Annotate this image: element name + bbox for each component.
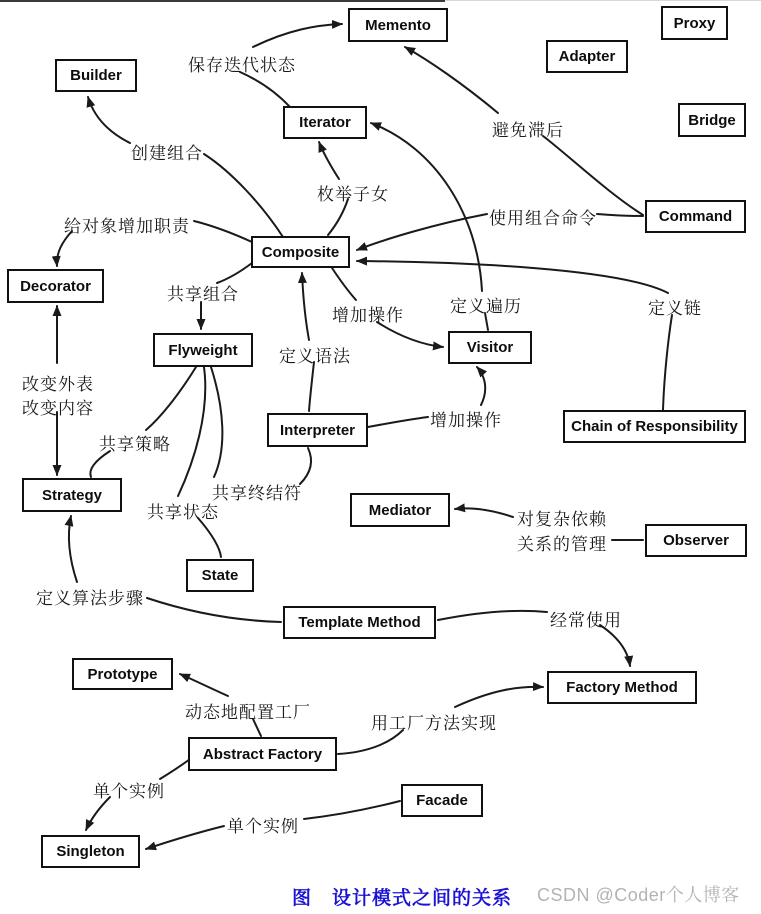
- arrow-enum-label-to-iterator: [319, 142, 339, 179]
- node-abstract-factory: Abstract Factory: [188, 737, 337, 771]
- node-command: Command: [645, 200, 746, 233]
- line-chain-to-definechain-label: [663, 315, 672, 410]
- node-factory-method: Factory Method: [547, 671, 697, 704]
- arrow-single-b-label-to-singleton: [146, 826, 224, 849]
- arrow-traversal-label-to-iterator: [371, 123, 482, 291]
- arrow-create-label-to-builder: [88, 97, 130, 143]
- csdn-watermark: CSDN @Coder个人博客: [537, 885, 740, 905]
- node-iterator: Iterator: [283, 106, 367, 139]
- label-single-instance-b: 单个实例: [227, 817, 299, 836]
- node-observer: Observer: [645, 524, 747, 557]
- figure-caption: 图 设计模式之间的关系: [292, 888, 513, 909]
- node-bridge: Bridge: [678, 103, 746, 137]
- line-flyweight-to-shareterminal-label: [211, 367, 222, 477]
- line-facade-to-single-b-label: [304, 801, 400, 819]
- arrow-algo-label-to-strategy: [69, 516, 77, 582]
- arrow-definechain-label-to-composite: [357, 261, 668, 293]
- label-impl-with-factory: 用工厂方法实现: [371, 714, 497, 733]
- arrow-usecmd-label-to-composite: [357, 214, 487, 250]
- label-single-instance-a: 单个实例: [93, 782, 165, 801]
- line-command-to-usecmd-label: [597, 214, 643, 216]
- line-interpreter-to-addop-low-label: [368, 417, 428, 427]
- node-proxy: Proxy: [661, 6, 728, 40]
- arrow-dynconfig-label-to-prototype: [180, 674, 228, 696]
- node-mediator: Mediator: [350, 493, 450, 527]
- line-abstractfactory-to-single-a-label: [160, 759, 190, 779]
- line-composite-to-addop-top-label: [332, 268, 356, 300]
- node-state: State: [186, 559, 254, 592]
- line-algo-label-to-templatemethod: [147, 598, 281, 622]
- label-define-traversal: 定义遍历: [450, 297, 522, 316]
- label-dynamic-config: 动态地配置工厂: [185, 703, 311, 722]
- arrow-grammar-label-to-composite: [302, 273, 309, 340]
- node-facade: Facade: [401, 784, 483, 817]
- line-flyweight-to-sharestate-label: [178, 367, 205, 496]
- label-share-strategy: 共享策略: [99, 435, 171, 454]
- node-adapter: Adapter: [546, 40, 628, 73]
- label-change-content: 改变内容: [22, 399, 94, 418]
- node-memento: Memento: [348, 8, 448, 42]
- label-complex-dep-line1: 对复杂依赖: [517, 510, 607, 529]
- node-singleton: Singleton: [41, 835, 140, 868]
- label-save-iteration-state: 保存迭代状态: [188, 56, 296, 75]
- node-prototype: Prototype: [72, 658, 173, 690]
- label-change-appearance: 改变外表: [22, 375, 94, 394]
- node-strategy: Strategy: [22, 478, 122, 512]
- line-flyweight-to-sharestrategy-label: [146, 367, 196, 430]
- label-share-composites: 共享组合: [167, 285, 239, 304]
- label-often-used: 经常使用: [550, 611, 622, 630]
- arrow-complexdep-label-to-mediator: [455, 508, 513, 517]
- node-flyweight: Flyweight: [153, 333, 253, 367]
- line-composite-to-addresp-label: [194, 221, 252, 242]
- label-enumerate-children: 枚举子女: [317, 185, 389, 204]
- node-chain-of-responsibility: Chain of Responsibility: [563, 410, 746, 443]
- label-avoid-lag: 避免滞后: [492, 121, 564, 140]
- label-create-composites: 创建组合: [131, 144, 203, 163]
- scan-edge-dark: [0, 0, 445, 2]
- label-add-responsibility: 给对象增加职责: [64, 217, 190, 236]
- arrow-often-label-to-factorymethod: [600, 625, 630, 666]
- arrow-implfactory-label-to-factorymethod: [455, 687, 543, 707]
- arrow-save-label-to-memento: [253, 24, 342, 47]
- label-share-state: 共享状态: [147, 503, 219, 522]
- node-decorator: Decorator: [7, 269, 104, 303]
- node-composite: Composite: [251, 236, 350, 268]
- line-templatemethod-to-often-label: [438, 611, 547, 620]
- line-grammar-label-to-interpreter: [309, 362, 314, 411]
- label-share-terminal: 共享终结符: [212, 484, 302, 503]
- label-define-grammar: 定义语法: [279, 347, 351, 366]
- label-use-composite-cmd: 使用组合命令: [489, 209, 597, 228]
- node-interpreter: Interpreter: [267, 413, 368, 447]
- label-define-algo-steps: 定义算法步骤: [36, 589, 144, 608]
- arrow-avoidlag-label-to-memento: [405, 47, 498, 113]
- line-iterator-to-save-label: [240, 72, 290, 107]
- node-visitor: Visitor: [448, 331, 532, 364]
- line-composite-to-create-label: [204, 154, 283, 237]
- label-complex-dep-line2: 关系的管理: [517, 535, 607, 554]
- node-template-method: Template Method: [283, 606, 436, 639]
- arrow-addop-low-label-to-visitor: [477, 367, 485, 405]
- label-define-chain: 定义链: [648, 299, 702, 318]
- label-add-operations-top: 增加操作: [332, 306, 404, 325]
- line-sharestate-label-to-state: [198, 518, 221, 557]
- node-builder: Builder: [55, 59, 137, 92]
- label-add-operations-low: 增加操作: [430, 411, 502, 430]
